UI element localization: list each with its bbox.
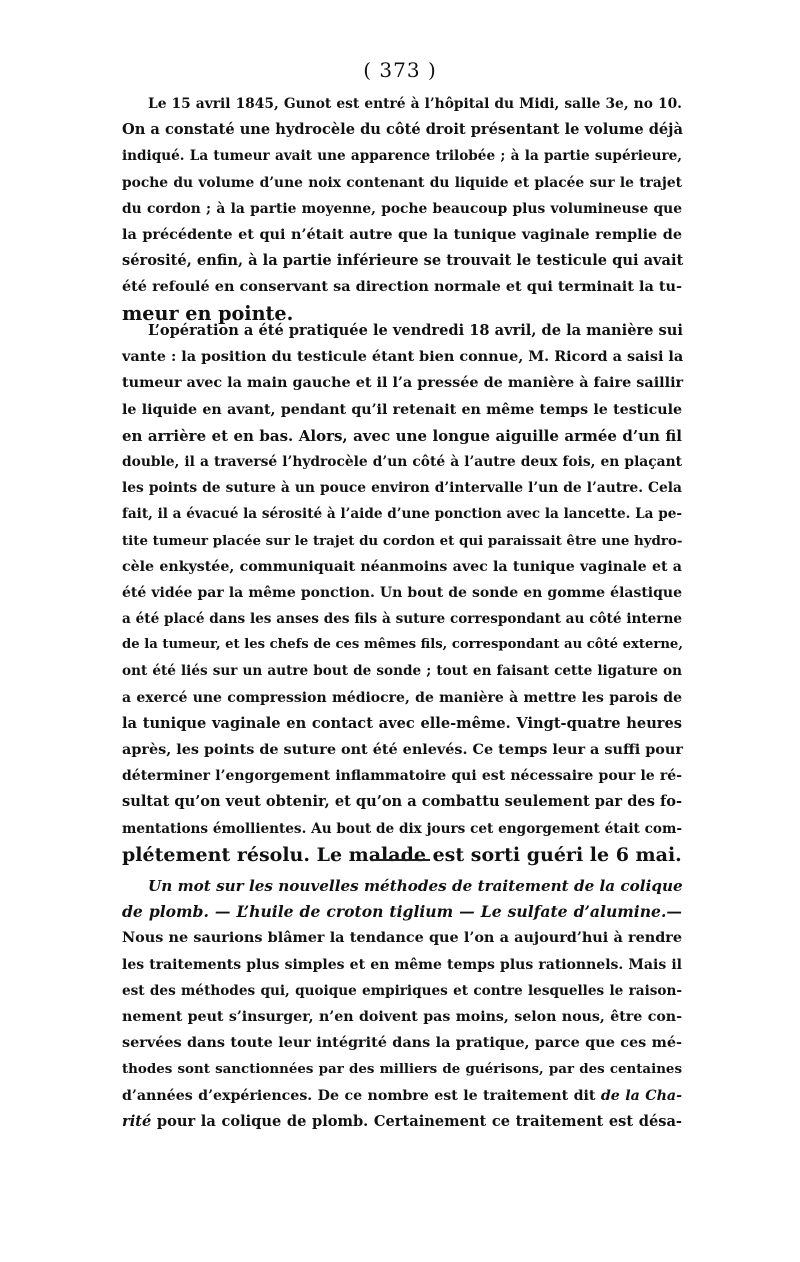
paragraph-3 <box>122 873 682 1135</box>
text-line: les traitements plus simples et en même temps plus rationnels. Mais il <box>122 956 682 973</box>
text-line: ont été liés sur un autre bout de sonde ; tout en faisant cette ligature on <box>122 663 682 680</box>
line-text: d’années d’expériences. De ce nombre est le traitement dit <box>122 1087 596 1104</box>
heading-text: Un mot sur les nouvelles méthodes de traitement de la colique <box>148 877 683 895</box>
text-line <box>122 1109 682 1135</box>
italic-term: de la Cha- <box>600 1087 682 1104</box>
text-line: été refoulé en conservant sa direction normale et qui terminait la tu- <box>122 278 682 296</box>
text-line: Nous ne saurions blâmer la tendance que l’on a aujourd’hui à rendre <box>122 929 682 947</box>
text-line: On a constaté une hydrocèle du côté droit présentant le volume déjà <box>122 121 683 139</box>
text-line: de la tumeur, et les chefs de ces mêmes fils, correspondant au côté externe, <box>122 637 683 653</box>
text-line: tumeur avec la main gauche et il l’a pressée de manière à faire saillir <box>122 374 684 392</box>
text-line: en arrière et en bas. Alors, avec une longue aiguille armée d’un fil <box>122 426 682 445</box>
text-line: les points de suture à un pouce environ d’intervalle l’un de l’autre. Cela <box>122 480 682 497</box>
text-line <box>122 1083 682 1109</box>
text-line: a été placé dans les anses des fils à suture correspondant au côté interne <box>122 611 682 628</box>
text-line: L’opération a été pratiquée le vendredi 18 avril, de la manière sui <box>148 322 683 339</box>
text-line: été vidée par la même ponction. Un bout de sonde en gomme élastique <box>122 584 682 601</box>
text-line: mentations émollientes. Au bout de dix jours cet engorgement était com- <box>122 820 682 837</box>
italic-term: rité <box>122 1112 152 1130</box>
text-line: du cordon ; à la partie moyenne, poche beaucoup plus volumineuse que <box>122 200 682 217</box>
paragraph-1 <box>122 91 682 327</box>
text-line: la tunique vaginale en contact avec elle-même. Vingt-quatre heures <box>122 714 682 732</box>
page-number: ( 373 ) <box>363 58 437 82</box>
section-heading-line <box>122 873 682 899</box>
text-line: sultat qu’on veut obtenir, et qu’on a combattu seulement par des fo- <box>122 793 683 811</box>
text-line: la précédente et qui n’était autre que la tunique vaginale remplie de <box>122 225 682 243</box>
text-line: Le 15 avril 1845, Gunot est entré à l’hôpital du Midi, salle 3e, no 10. <box>148 96 682 112</box>
text-line: fait, il a évacué la sérosité à l’aide d’une ponction avec la lancette. La pe- <box>122 506 682 523</box>
text-line: double, il a traversé l’hydrocèle d’un côté à l’autre deux fois, en plaçant <box>122 453 682 470</box>
paragraph-2 <box>122 318 682 868</box>
text-line: cèle enkystée, communiquait néanmoins avec la tunique vaginale et a <box>122 558 682 575</box>
text-line: après, les points de suture ont été enlevés. Ce temps leur a suffi pour <box>122 741 683 758</box>
text-line: le liquide en avant, pendant qu’il retenait en même temps le testicule <box>122 401 682 418</box>
text-line: nement peut s’insurger, n’en doivent pas moins, selon nous, être con- <box>122 1008 682 1025</box>
text-line: servées dans toute leur intégrité dans la pratique, parce que ces mé- <box>122 1034 682 1052</box>
text-line: thodes sont sanctionnées par des milliers de guérisons, par des centaines <box>122 1061 682 1078</box>
text-line: plétement résolu. Le malade est sorti guéri le 6 mai. <box>122 843 682 866</box>
section-heading-line <box>122 899 682 925</box>
line-text: pour la colique de plomb. Certainement ce traitement est désa- <box>156 1112 682 1130</box>
text-line: déterminer l’engorgement inflammatoire qui est nécessaire pour le ré- <box>122 768 682 785</box>
text-line: a exercé une compression médiocre, de manière à mettre les parois de <box>122 689 682 706</box>
em-dash: — <box>666 902 682 922</box>
heading-text: de plomb. — L’huile de croton tiglium — Le sulfate d’alumine. <box>122 902 667 922</box>
text-line: vante : la position du testicule étant bien connue, M. Ricord a saisi la <box>122 348 684 366</box>
section-divider <box>372 859 430 861</box>
text-line: indiqué. La tumeur avait une apparence trilobée ; à la partie supérieure, <box>122 148 682 165</box>
text-line: tite tumeur placée sur le trajet du cordon et qui paraissait être une hydro- <box>122 532 683 549</box>
text-line: poche du volume d’une noix contenant du liquide et placée sur le trajet <box>122 174 682 191</box>
text-line: meur en pointe. <box>122 301 294 325</box>
text-line: sérosité, enfin, à la partie inférieure se trouvait le testicule qui avait <box>122 252 684 270</box>
text-line: est des méthodes qui, quoique empiriques et contre lesquelles le raison- <box>122 982 682 999</box>
